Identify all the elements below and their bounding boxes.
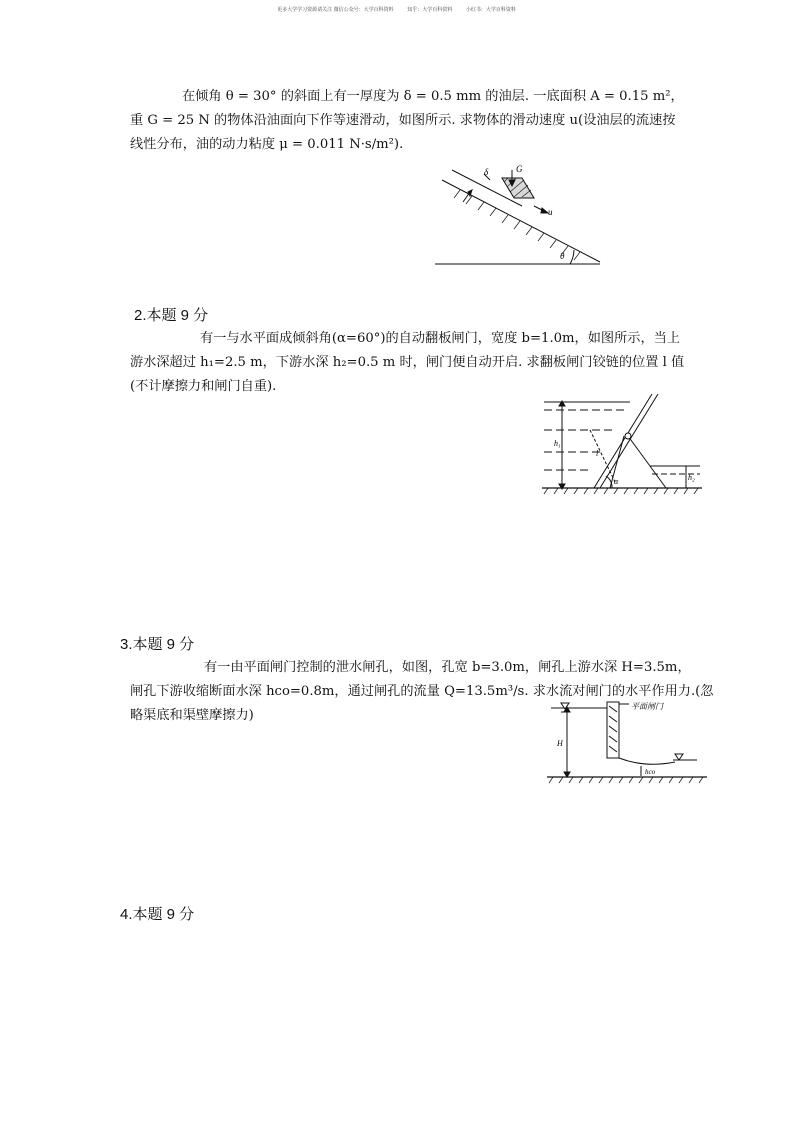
label-alpha: α (614, 477, 619, 486)
q3-line-2: 闸孔下游收缩断面水深 hco=0.8m，通过闸孔的流量 Q=13.5m³/s. 求水流对闸门的水平作用力.(忽 (130, 684, 714, 699)
q2-line-2: 游水深超过 h₁=2.5 m，下游水深 h₂=0.5 m 时，闸门便自动开启. 求翻板闸门铰链的位置 l 值 (130, 355, 685, 370)
q2-heading: 2.本题 9 分 (134, 307, 209, 324)
q1-line-2: 重 G = 25 N 的物体沿油面向下作等速滑动，如图所示. 求物体的滑动速度 u(设油层的流速按 (130, 113, 676, 128)
q2-line-3: (不计摩擦力和闸门自重). (130, 379, 277, 394)
q3-heading: 3.本题 9 分 (120, 636, 195, 653)
q3-line-3: 略渠底和渠壁摩擦力) (130, 708, 254, 723)
header-text-1: 更多大学学习资源请关注 微信公众号：大学百科资料 (277, 7, 394, 13)
label-hco: hco (645, 768, 656, 776)
label-H: H (557, 739, 563, 748)
q2-line-1: 有一与水平面成倾斜角(α=60°)的自动翻板闸门，宽度 b=1.0m，如图所示，当上 (200, 331, 681, 346)
q1-incline-figure (430, 160, 605, 270)
label-u: u (548, 207, 553, 217)
q1-line-1: 在倾角 θ = 30° 的斜面上有一厚度为 δ = 0.5 mm 的油层. 一底面积 A = 0.15 m²， (182, 89, 684, 104)
sliding-block (502, 178, 534, 198)
label-theta: θ (560, 251, 565, 261)
angle-arc (570, 250, 574, 264)
q3-line-1: 有一由平面闸门控制的泄水闸孔，如图，孔宽 b=3.0m，闸孔上游水深 H=3.5m， (204, 660, 691, 675)
label-h2: h₂ (688, 473, 695, 482)
q4-heading: 4.本题 9 分 (120, 906, 195, 923)
label-flat-gate: 平面闸门 (631, 702, 663, 711)
q1-line-3: 线性分布，油的动力粘度 μ = 0.011 N·s/m²). (130, 137, 404, 152)
page-header (0, 6, 793, 13)
label-G: G (516, 164, 523, 174)
label-h1: h₁ (554, 439, 561, 448)
header-text-2: 知乎：大学百科资料 (407, 7, 453, 13)
label-delta: δ (484, 167, 489, 177)
hinge (625, 433, 631, 439)
q2-tilting-gate-figure (540, 390, 705, 498)
header-text-3: 小红书：大学百科资料 (465, 7, 516, 13)
label-l: l (596, 449, 599, 458)
q3-sluice-gate-figure (545, 700, 710, 785)
